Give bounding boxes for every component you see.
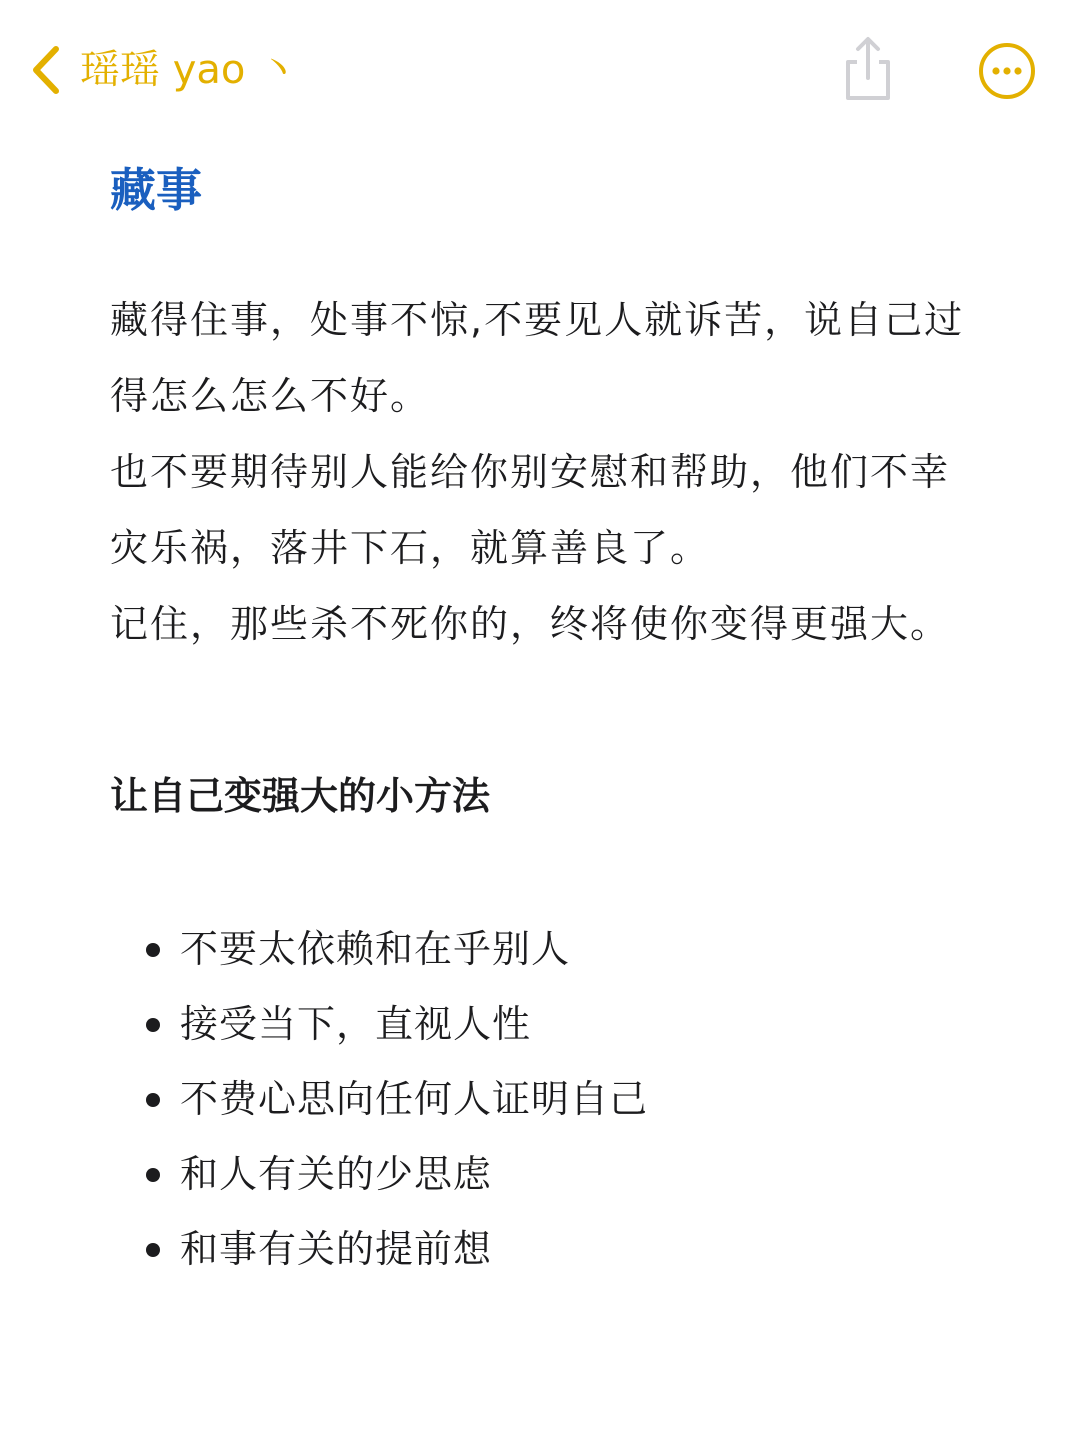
list-item-text: 和人有关的少思虑 <box>180 1152 493 1196</box>
bullet-dot <box>146 1168 160 1182</box>
list-item-text: 接受当下，直视人性 <box>180 1002 532 1046</box>
list-item <box>110 1212 980 1287</box>
back-button-label: 瑶瑶 yao 丶 <box>80 47 299 93</box>
list-item-text: 不费心思向任何人证明自己 <box>180 1077 649 1121</box>
list-item-text: 不要太依赖和在乎别人 <box>180 927 571 971</box>
list-item-text: 和事有关的提前想 <box>180 1227 493 1271</box>
list-item <box>110 1137 980 1212</box>
bullet-dot <box>146 1243 160 1257</box>
bullet-dot <box>146 943 160 957</box>
note-paragraph: 记住，那些杀不死你的，终将使你变得更强大。 <box>110 602 951 646</box>
more-options-button[interactable] <box>977 41 1037 101</box>
share-icon <box>838 34 898 102</box>
more-icon <box>977 41 1037 101</box>
bullet-list <box>110 912 980 1287</box>
back-button[interactable] <box>30 40 298 100</box>
share-button[interactable] <box>838 34 898 102</box>
navigation-bar <box>0 0 1080 140</box>
chevron-left-icon <box>30 45 62 95</box>
note-body <box>110 282 980 662</box>
bullet-dot <box>146 1093 160 1107</box>
list-item <box>110 1062 980 1137</box>
list-item <box>110 987 980 1062</box>
bullet-dot <box>146 1018 160 1032</box>
note-subheading: 让自己变强大的小方法 <box>110 774 491 818</box>
note-title: 藏事 <box>110 163 202 217</box>
note-content[interactable] <box>110 150 980 1287</box>
note-paragraph: 也不要期待别人能给你别安慰和帮助，他们不幸灾乐祸，落井下石，就算善良了。 <box>110 450 951 570</box>
list-item <box>110 912 980 987</box>
note-paragraph: 藏得住事，处事不惊,不要见人就诉苦，说自己过得怎么怎么不好。 <box>110 298 965 418</box>
